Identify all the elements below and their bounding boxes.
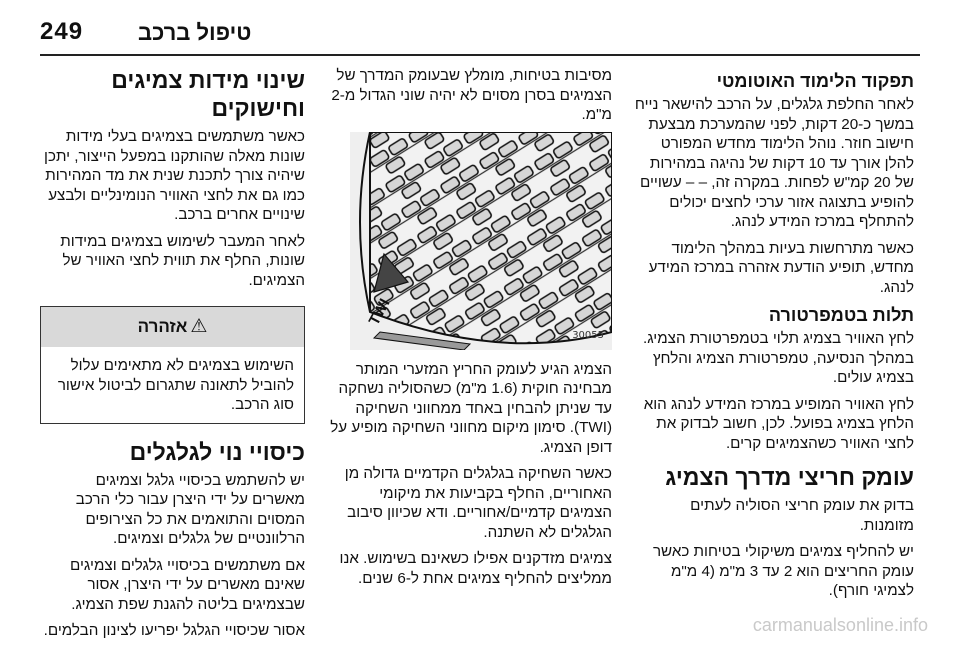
para-twi: הצמיג הגיע לעומק החריץ המזערי המותר מבחינה חוקית (1.6 מ"מ) כשהסוליה נשחקה עד שניתן להבחין באחד ממחווני השחיקה (TWI). סימון מיקום מחווני השחיקה מופיע על דופן הצמיג. [330, 360, 612, 456]
page-header [40, 10, 920, 56]
page-number: 249 [40, 18, 84, 45]
para-wheel-covers-2: אם משתמשים בכיסויי גלגלים וצמיגים שאינם מאשרים על ידי היצרן, אסור שבצמיגים בליטה להגנת שפת הצמיג. [69, 556, 305, 613]
heading-autolearn: תפקוד הלימוד האוטומטי [716, 71, 914, 91]
right-column [632, 66, 914, 608]
tire-tread-illustration [350, 132, 612, 350]
heading-size-changes: שינוי מידות צמיגים וחישוקים [111, 67, 305, 121]
warning-header [41, 307, 304, 347]
para-autolearn-1: לאחר החלפת גלגלים, על הרכב להישאר נייח במשך כ-20 דקות, לפני שהמערכת מבצעת חישוב חוזר. נוהל הלימוד מחדש המפורט להלן אורך עד 10 דקות של נהיגה במהירות של 20 קמ"ש לפחות. במקרה זה, – – עשויים להופיע בתצוגה אזור ערכי לחצים יכולים להתחלף במרכז המידע לנהג. [634, 96, 914, 230]
para-temperature-1: לחץ האוויר בצמיג תלוי בטמפרטורת הצמיג. במהלך הנסיעה, טמפרטורת הצמיג והלחץ בצמיג עולים. [642, 330, 914, 386]
para-axle-difference: מסיבות בטיחות, מומלץ שבעומק המדרך של הצמיגים בסרן מסוים לא יהיה שוני הגדול מ-2 מ"מ. [331, 67, 612, 123]
heading-tread-depth: עומק חריצי מדרך הצמיג [665, 464, 914, 490]
heading-wheel-covers: כיסויי נוי לגלגלים [129, 438, 305, 465]
warning-box [40, 306, 305, 424]
middle-column [330, 66, 612, 595]
para-temperature-2: לחץ האוויר המופיע במרכז המידע לנהג הוא הלחץ בצמיג בפועל. לכן, חשוב לבדוק את לחצי האוויר כשהצמיגים קרים. [643, 395, 914, 452]
para-tire-age: צמיגים מזדקנים אפילו כשאינם בשימוש. אנו ממליצים להחליף צמיגים אחת ל-6 שנים. [339, 550, 612, 587]
warning-title: אזהרה [137, 317, 188, 336]
left-column [40, 66, 305, 648]
tire-tread-drawing [350, 132, 612, 350]
watermark: carmanualsonline.info [752, 615, 928, 635]
section-title: טיפול ברכב [138, 20, 252, 45]
para-tread-1: בדוק את עומק חריצי הסוליה לעתים מזומנות. [690, 497, 914, 534]
warning-triangle-icon: ⚠ [190, 316, 208, 337]
para-size-changes-2: לאחר המעבר לשימוש בצמיגים במידות שונות, החלף את תווית לחצי האוויר של הצמיגים. [60, 232, 305, 289]
figure-code: 30055 [572, 330, 604, 341]
para-autolearn-2: כאשר מתרחשות בעיות במהלך הלימוד מחדש, תופיע הודעת אזהרה במרכז המידע לנהג. [648, 239, 914, 296]
para-front-rear: כאשר השחיקה בגלגלים הקדמיים גדולה מן האחוריים, החלף בקביעות את מיקומי הצמיגים קדמיים/אחוריים. ודא שכיוון סיבוב הגלגלים לא השתנה. [344, 465, 612, 541]
para-wheel-covers-3: אסור שכיסויי הגלגל יפריעו לצינון הבלמים. [43, 622, 305, 639]
para-wheel-covers-1: יש להשתמש בכיסויי גלגל וצמיגים מאשרים על ידי היצרן עבור כלי הרכב המסוים והתואמים את כל הצירופים הרלוונטיים של גלגלים וצמיגים. [75, 471, 305, 547]
heading-temperature: תלות בטמפרטורה [768, 305, 914, 325]
twi-marking: TWI [365, 295, 394, 328]
para-tread-2: יש להחליף צמיגים משיקולי בטיחות כאשר עומק החריצים הוא 2 עד 3 מ"מ (4 מ"מ לצמיגי חורף). [652, 543, 914, 599]
para-size-changes-1: כאשר משתמשים בצמיגים בעלי מידות שונות מאלה שהותקנו במפעל הייצור, יתכן שיהיה צורך לתכנת שנית את מד המהירות כמו גם את לחצי האוויר הנומינליים ולבצע שינויים אחרים ברכב. [44, 128, 305, 223]
warning-text: השימוש בצמיגים לא מתאימים עלול להוביל לתאונה שתגרום לביטול אישור סוג הרכב. [57, 357, 294, 413]
